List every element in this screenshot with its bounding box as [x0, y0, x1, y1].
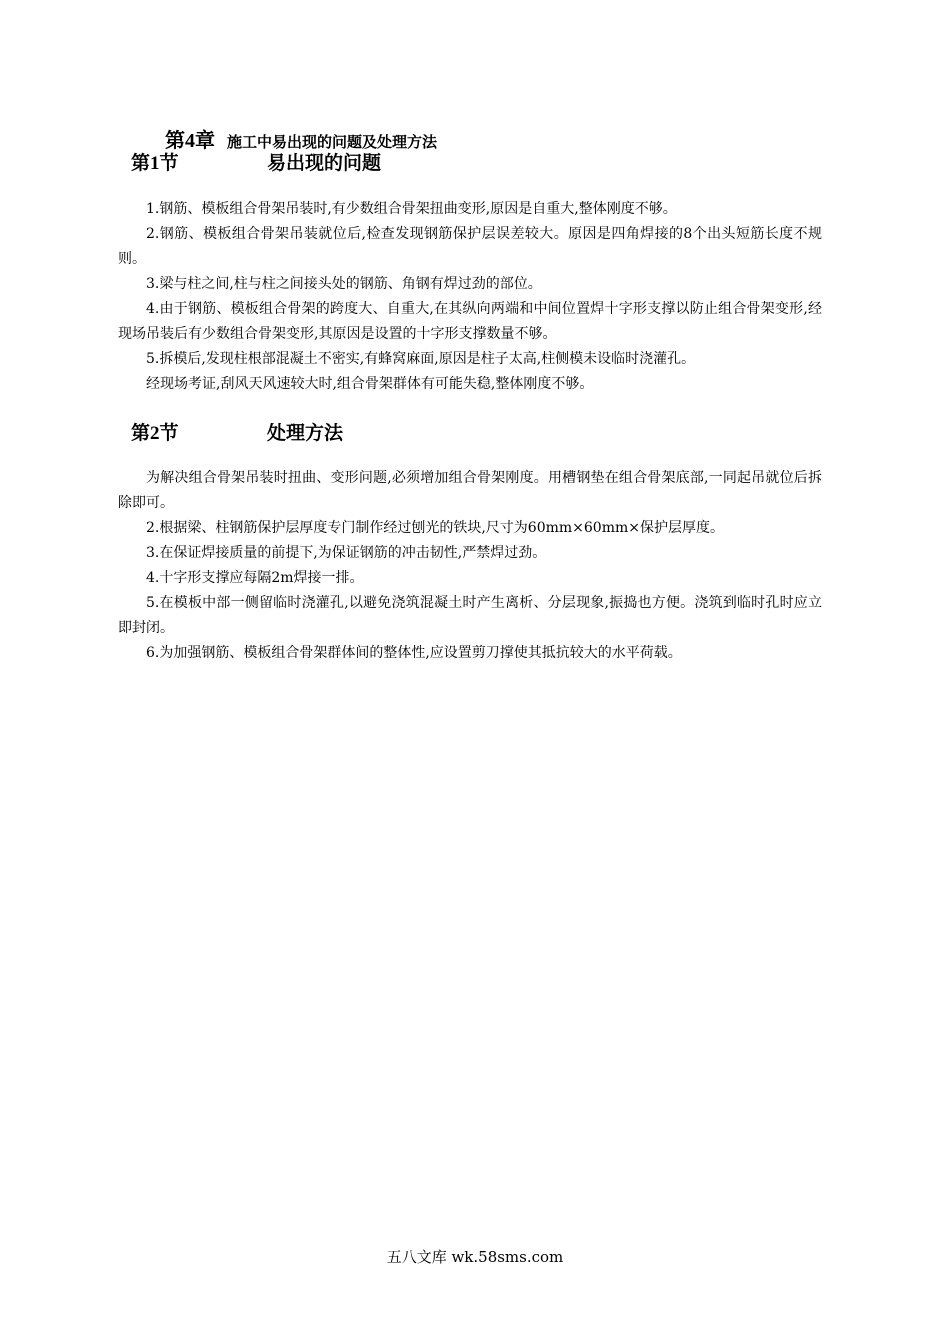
paragraph: 1.钢筋、模板组合骨架吊装时,有少数组合骨架扭曲变形,原因是自重大,整体刚度不够。: [146, 201, 677, 217]
section-1-number: 第1节: [131, 153, 179, 174]
paragraph: 经现场考证,刮风天风速较大时,组合骨架群体有可能失稳,整体刚度不够。: [146, 376, 594, 392]
section-1-body: [118, 197, 822, 397]
paragraph: 6.为加强钢筋、模板组合骨架群体间的整体性,应设置剪刀撑使其抵抗较大的水平荷载。: [146, 645, 682, 661]
section-2-body: [118, 466, 822, 666]
paragraph: 5.拆模后,发现柱根部混凝土不密实,有蜂窝麻面,原因是柱子太高,柱侧模未设临时浇灌孔。: [146, 351, 696, 367]
paragraph: 2.根据梁、柱钢筋保护层厚度专门制作经过刨光的铁块,尺寸为60mm×60mm×保护层厚度。: [146, 520, 724, 536]
paragraph: 为解决组合骨架吊装时扭曲、变形问题,必须增加组合骨架刚度。用槽钢垫在组合骨架底部,一同起吊就位后拆除即可。: [118, 470, 822, 511]
chapter-number: 第4章: [165, 130, 215, 152]
paragraph: 4.由于钢筋、模板组合骨架的跨度大、自重大,在其纵向两端和中间位置焊十字形支撑以防止组合骨架变形,经现场吊装后有少数组合骨架变形,其原因是设置的十字形支撑数量不够。: [118, 301, 822, 342]
section-2-heading: [131, 418, 343, 445]
section-2-title: 处理方法: [267, 422, 344, 444]
page-footer: 五八文库 wk.58sms.com: [386, 1248, 564, 1266]
chapter-title: 施工中易出现的问题及处理方法: [227, 133, 438, 151]
section-2-number: 第2节: [131, 423, 179, 444]
paragraph: 2.钢筋、模板组合骨架吊装就位后,检查发现钢筋保护层误差较大。原因是四角焊接的8个出头短筋长度不规则。: [118, 226, 822, 267]
paragraph: 5.在模板中部一侧留临时浇灌孔,以避免浇筑混凝土时产生离析、分层现象,振捣也方便。浇筑到临时孔时应立即封闭。: [118, 595, 822, 636]
section-1-heading: [131, 148, 381, 175]
paragraph: 3.梁与柱之间,柱与柱之间接头处的钢筋、角钢有焊过劲的部位。: [146, 276, 542, 292]
section-1-title: 易出现的问题: [267, 152, 382, 174]
paragraph: 4.十字形支撑应每隔2m焊接一排。: [146, 570, 364, 586]
paragraph: 3.在保证焊接质量的前提下,为保证钢筋的冲击韧性,严禁焊过劲。: [146, 545, 547, 561]
